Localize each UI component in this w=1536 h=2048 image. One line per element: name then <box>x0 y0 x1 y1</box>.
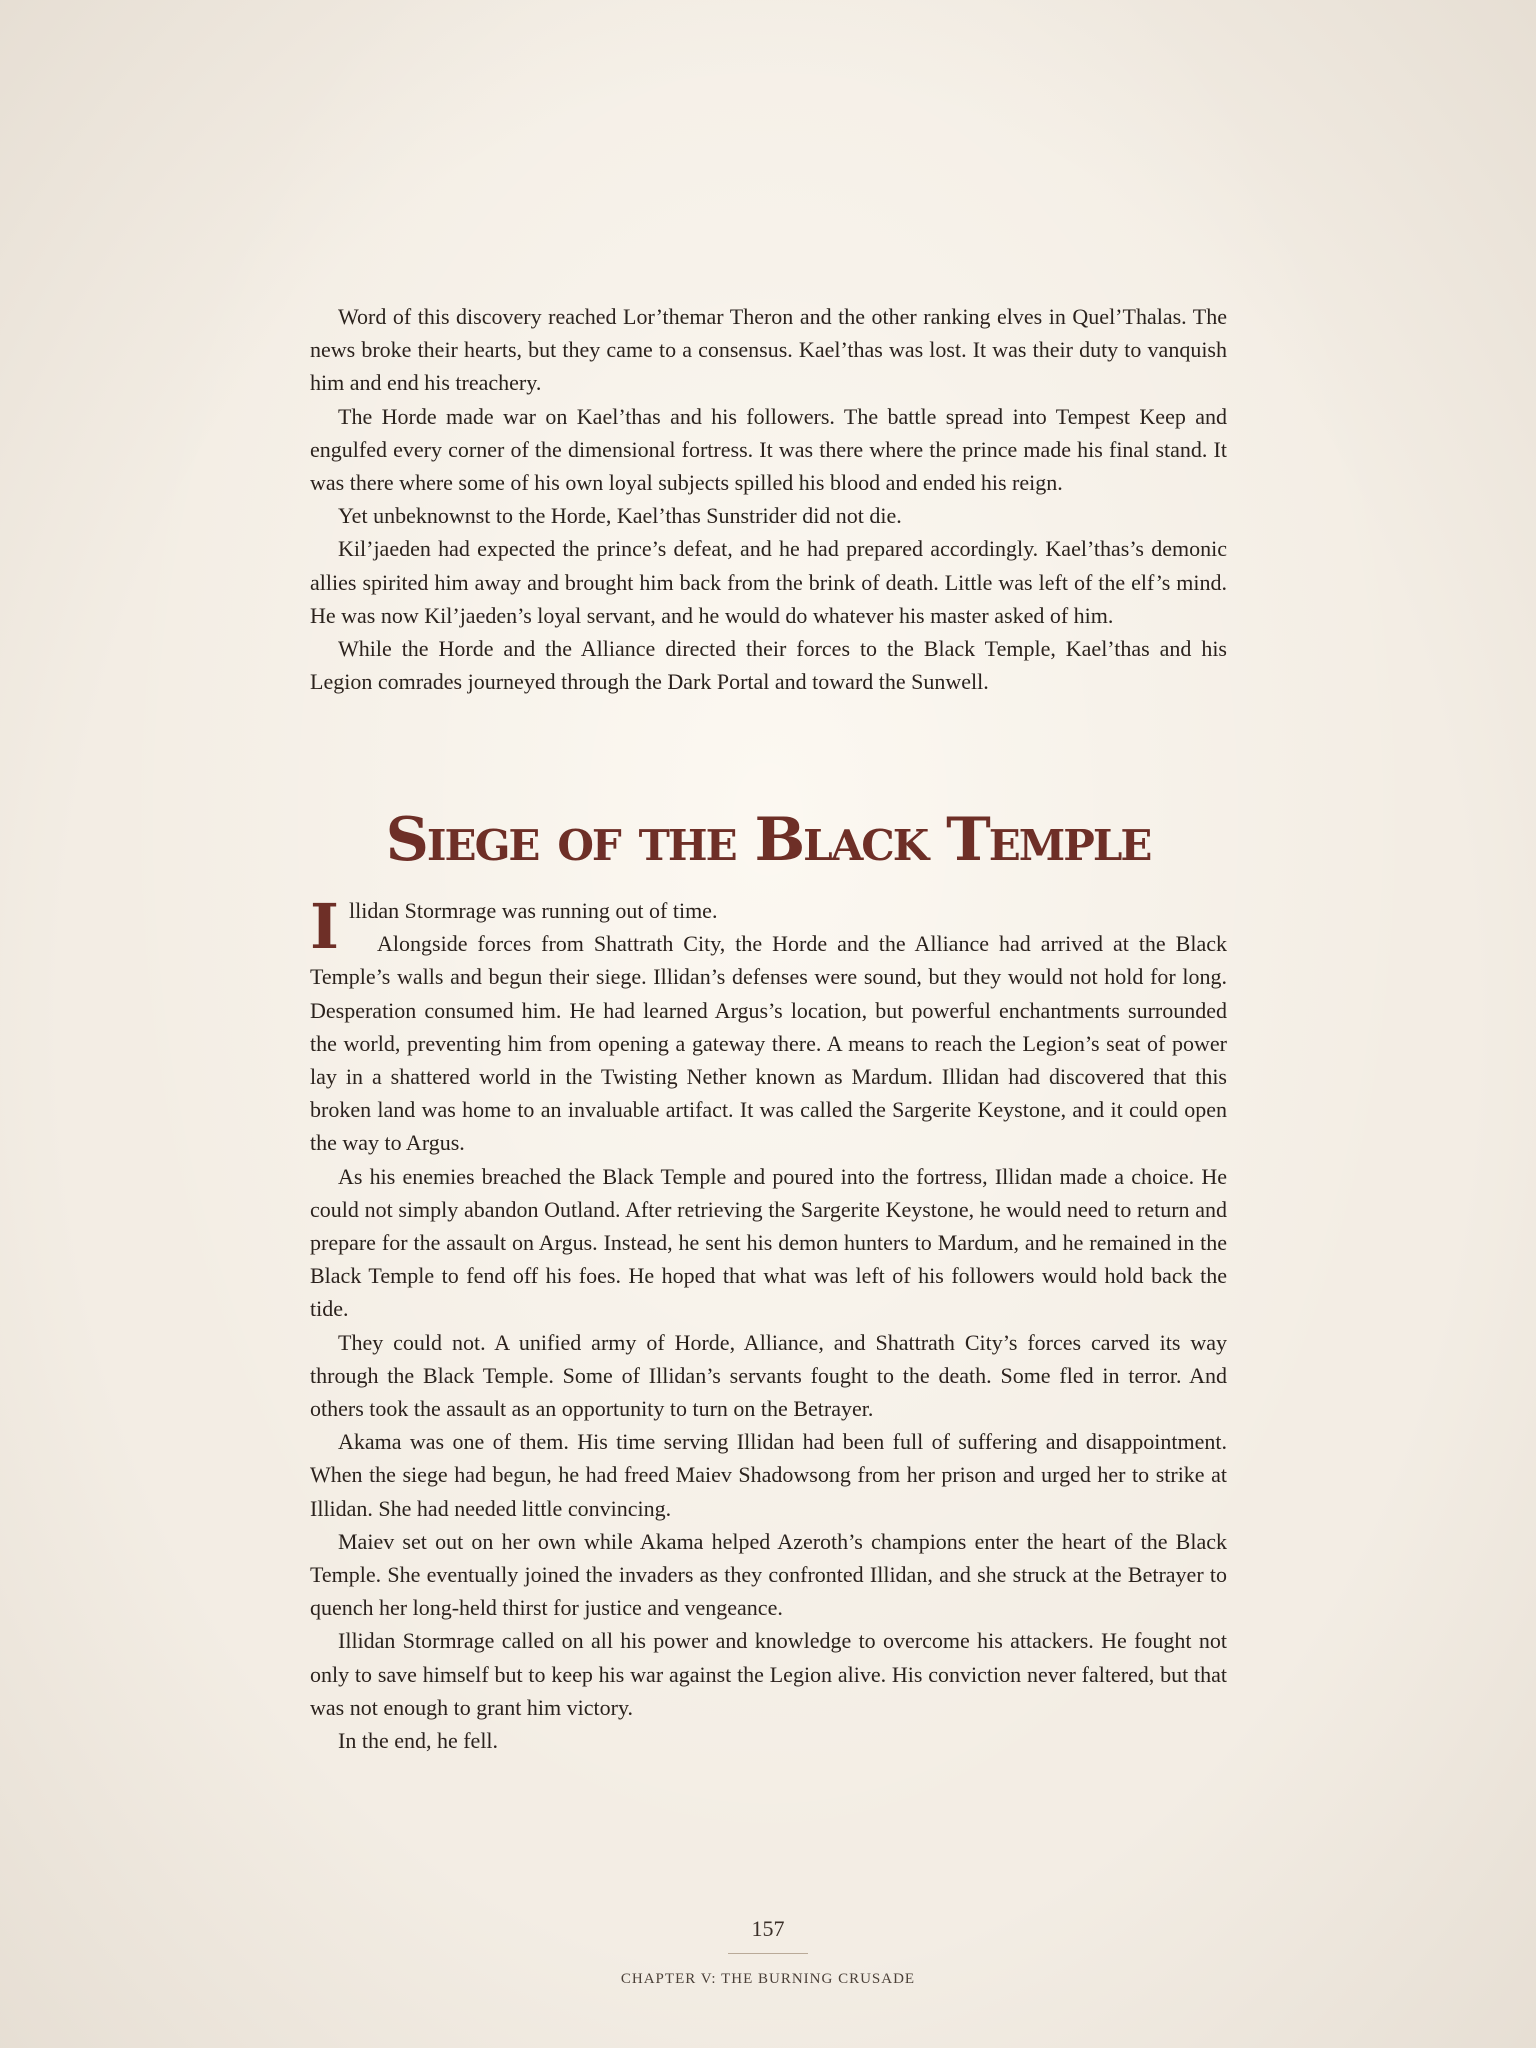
opening-paragraph <box>310 890 1227 963</box>
paragraph: Word of this discovery reached Lor’themar Theron and the other ranking elves in Quel’Thalas. The news broke their hearts, but they came to a consensus. Kael’thas was lost. It was their duty to vanquish him and end his treachery. <box>310 304 1227 396</box>
opening-paragraph-text: llidan Stormrage was running out of time. <box>349 898 718 923</box>
lower-text-block <box>310 890 1227 1757</box>
section-title: Siege of the Black Temple <box>385 805 1151 875</box>
footer-divider <box>728 1953 808 1954</box>
page-number: 157 <box>751 1916 785 1941</box>
paragraph: While the Horde and the Alliance directed their forces to the Black Temple, Kael’thas and his Legion comrades journeyed through the Dark Portal and toward the Sunwell. <box>310 636 1227 695</box>
paragraph: Akama was one of them. His time serving Illidan had been full of suffering and disappointment. When the siege had begun, he had freed Maiev Shadowsong from her prison and urged her to strike at Illidan. She had needed little convincing. <box>310 1429 1227 1521</box>
paragraph: Alongside forces from Shattrath City, the Horde and the Alliance had arrived at the Black Temple’s walls and begun their siege. Illidan’s defenses were sound, but they would not hold for long. Desperation consumed him. He had learned Argus’s location, but powerful enchantments surrounded the world, preventing him from opening a gateway there. A means to reach the Legion’s seat of power lay in a shattered world in the Twisting Nether known as Mardum. Illidan had discovered that this broken land was home to an invaluable artifact. It was called the Sargerite Keystone, and it could open the way to Argus. <box>310 931 1227 1156</box>
paragraph: Illidan Stormrage called on all his power and knowledge to overcome his attackers. He fought not only to save himself but to keep his war against the Legion alive. His conviction never faltered, but that was not enough to grant him victory. <box>310 1628 1227 1720</box>
paragraph: The Horde made war on Kael’thas and his followers. The battle spread into Tempest Keep and engulfed every corner of the dimensional fortress. It was there where the prince made his final stand. It was there where some of his own loyal subjects spilled his blood and ended his reign. <box>310 403 1227 496</box>
paragraph: They could not. A unified army of Horde, Alliance, and Shattrath City’s forces carved its way through the Black Temple. Some of Illidan’s servants fought to the death. Some fled in terror. And others took the assault as an opportunity to turn on the Betrayer. <box>310 1329 1227 1422</box>
running-footer-chapter: CHAPTER V: THE BURNING CRUSADE <box>620 1971 916 1987</box>
paragraph: Maiev set out on her own while Akama helped Azeroth’s champions enter the heart of the Black Temple. She eventually joined the invaders as they confronted Illidan, and she struck at the Betrayer to quench her long-held thirst for justice and vengeance. <box>310 1528 1227 1621</box>
drop-cap: I <box>310 890 340 963</box>
upper-text-block <box>310 300 1227 698</box>
paragraph: Kil’jaeden had expected the prince’s defeat, and he had prepared accordingly. Kael’thas’s demonic allies spirited him away and brought him back from the brink of death. Little was left of the elf’s mind. He was now Kil’jaeden’s loyal servant, and he would do whatever his master asked of him. <box>310 536 1227 628</box>
paragraph: In the end, he fell. <box>338 1728 499 1754</box>
paragraph: As his enemies breached the Black Temple and poured into the fortress, Illidan made a choice. He could not simply abandon Outland. After retrieving the Sargerite Keystone, he would need to return and prepare for the assault on Argus. Instead, he sent his demon hunters to Mardum, and he remained in the Black Temple to fend off his foes. He hoped that what was left of his followers would hold back the tide. <box>310 1163 1227 1322</box>
paragraph: Yet unbeknownst to the Horde, Kael’thas Sunstrider did not die. <box>338 503 902 529</box>
